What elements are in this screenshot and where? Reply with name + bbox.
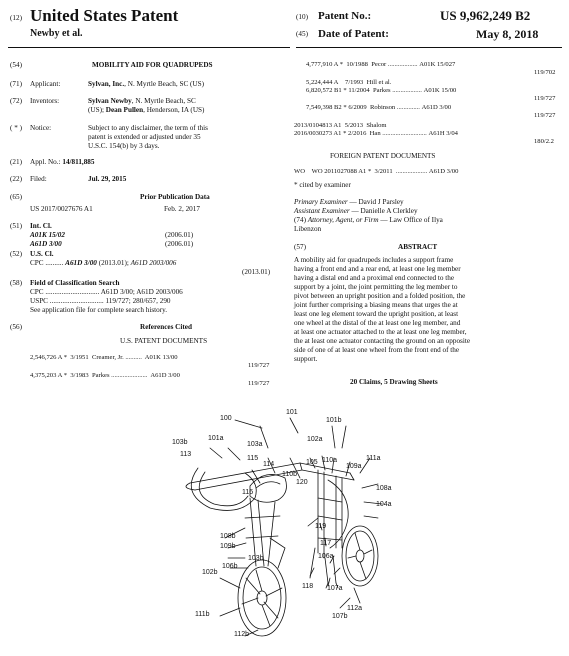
label-101: 101 [286, 409, 298, 416]
right-ref-5: 2013/0104813 A1 5/2013 Shalom [294, 122, 387, 129]
patent-number: US 9,962,249 B2 [440, 8, 531, 23]
primary-examiner: Primary Examiner — David J Parsley [294, 198, 404, 206]
field-code-notice: ( * ) [10, 124, 22, 132]
claims-summary: 20 Claims, 5 Drawing Sheets [350, 378, 438, 386]
refs-heading: References Cited [140, 323, 192, 331]
field-code-51: (51) [10, 222, 22, 230]
us-cl-cpc: CPC .......... A61D 3/00 (2013.01); A61D 2003/006 [30, 259, 177, 267]
label-107a: 107a [327, 585, 343, 592]
notice-label: Notice: [30, 124, 52, 132]
label-118: 118 [302, 583, 314, 590]
label-108a: 108a [376, 485, 392, 492]
kind-code-45: (45) [296, 30, 308, 38]
int-cl-2: A61D 3/00 [30, 240, 62, 248]
right-ref-3: 6,820,572 B1 * 11/2004 Parkes .................. A01K 15/00 [306, 87, 457, 94]
field-search-cpc: CPC .............................. A61D 3/00; A61D 2003/006 [30, 288, 183, 296]
abstract-line: side of one of at least one wheel from the front end of the [294, 346, 460, 354]
field-code-22: (22) [10, 175, 22, 183]
inventors-line-2: (US); Dean Pullen, Henderson, IA (US) [88, 106, 205, 114]
inventors-short: Newby et al. [30, 28, 83, 39]
kind-code-10: (10) [296, 13, 308, 21]
label-104a: 104a [376, 501, 392, 508]
label-110b: 110b [282, 471, 298, 478]
label-101a: 101a [208, 435, 224, 442]
patent-no-label: Patent No.: [318, 10, 372, 22]
abstract-line: having a front end and a rear end, at least one leg member [294, 265, 461, 273]
label-109b: 109b [220, 543, 236, 550]
label-111a: 111a [366, 455, 381, 462]
label-109a: 109a [346, 463, 362, 470]
label-100: 100 [220, 415, 232, 422]
int-cl-2-date: (2006.01) [165, 240, 194, 248]
label-114: 114 [263, 461, 275, 468]
abstract-line: at least one actuator attached to the at least one leg member, [294, 328, 467, 336]
label-110a: 110a [322, 457, 338, 464]
date-label: Date of Patent: [318, 28, 389, 40]
us-cl-cpc-date: (2013.01) [242, 268, 271, 276]
foreign-docs-heading: FOREIGN PATENT DOCUMENTS [330, 152, 436, 160]
right-ref-6: 2016/0030273 A1 * 2/2016 Han ........................... A61H 3/04 [294, 130, 458, 137]
document-title: United States Patent [30, 6, 179, 25]
appl-no: Appl. No.: 14/811,885 [30, 158, 95, 166]
field-code-52: (52) [10, 250, 22, 258]
int-cl-1: A01K 15/02 [30, 231, 65, 239]
field-code-54: (54) [10, 61, 22, 69]
abstract-heading: ABSTRACT [398, 243, 438, 251]
abstract-line: pivot between an upright position and a folded position, the [294, 292, 466, 300]
int-cl-1-date: (2006.01) [165, 231, 194, 239]
label-117: 117 [320, 540, 332, 547]
abstract-line: joint further comprising a biasing means that urges the at [294, 301, 458, 309]
label-111b: 111b [195, 611, 210, 618]
field-code-56: (56) [10, 323, 22, 331]
rear-wheel [238, 560, 286, 636]
abstract-line: least one leg element toward the upright position, at least [294, 310, 459, 318]
prior-pub-number: US 2017/0027676 A1 [30, 205, 93, 213]
abstract-line: the at least one actuator contacting the ground on an opposite [294, 337, 471, 345]
label-106b: 106b [222, 563, 238, 570]
field-code-58: (58) [10, 279, 22, 287]
notice-text: Subject to any disclaimer, the term of this patent is extended or adjusted under 35 U.S.C. 154(b) by 3 days. [88, 124, 208, 150]
right-ref-4-class2: 119/727 [534, 112, 556, 119]
cited-by-examiner: * cited by examiner [294, 181, 351, 189]
assistant-examiner: Assistant Examiner — Danielle A Clerkley [294, 207, 418, 215]
kind-code-12: (12) [10, 14, 22, 22]
label-103a: 103a [247, 441, 263, 448]
right-ref-3-class2: 119/727 [534, 95, 556, 102]
field-code-71: (71) [10, 80, 22, 88]
right-ref-2: 5,224,444 A 7/1993 Hill et al. [306, 79, 392, 86]
inventors-line-1: Sylvan Newby, N. Myrtle Beach, SC [88, 97, 196, 105]
label-101b: 101b [326, 417, 342, 424]
filed-date: Jul. 29, 2015 [88, 175, 127, 183]
attorney: (74) Attorney, Agent, or Firm — Law Office of Ilya [294, 216, 443, 224]
label-102b: 102b [202, 569, 218, 576]
label-119: 119 [315, 523, 327, 530]
label-113: 113 [180, 451, 192, 458]
label-107b: 107b [332, 613, 348, 620]
right-ref-4: 7,549,398 B2 * 6/2009 Robinson .............. A61D 3/00 [306, 104, 452, 111]
header-rule-left [8, 47, 290, 48]
left-ref-2-class2: 119/727 [248, 380, 270, 387]
right-ref-1-class2: 119/702 [534, 69, 556, 76]
label-102a: 102a [307, 436, 323, 443]
label-116: 116 [242, 489, 254, 496]
field-code-57: (57) [294, 243, 306, 251]
left-ref-1: 2,546,726 A * 3/1951 Creamer, Jr. .......... A01K 13/00 [30, 354, 178, 361]
abstract-line: support. [294, 355, 318, 363]
header-rule-right [296, 47, 562, 48]
invention-title: MOBILITY AID FOR QUADRUPEDS [92, 61, 213, 69]
label-112a: 112a [347, 605, 363, 612]
applicant-value: Sylvan, Inc., N. Myrtle Beach, SC (US) [88, 80, 205, 88]
patent-date: May 8, 2018 [476, 27, 539, 41]
abstract-text [294, 256, 562, 364]
label-120: 120 [296, 479, 308, 486]
abstract-line: support by a joint, the joint permitting the leg member to [294, 283, 458, 291]
label-108b: 108b [220, 533, 236, 540]
field-search-note: See application file for complete search history. [30, 306, 168, 314]
field-code-65: (65) [10, 193, 22, 201]
abstract-line: A mobility aid for quadrupeds includes a support frame [294, 256, 454, 264]
field-search-uspc: USPC .............................. 119/727; 280/657, 290 [30, 297, 171, 305]
label-115: 115 [247, 455, 259, 462]
right-ref-1: 4,777,910 A * 10/1988 Pecor .................. A01K 15/027 [306, 61, 456, 68]
label-112b: 112b [234, 631, 250, 638]
field-code-72: (72) [10, 97, 22, 105]
left-ref-2: 4,375,203 A * 3/1983 Parkes ...................... A61D 3/00 [30, 372, 180, 379]
prior-pub-date: Feb. 2, 2017 [164, 205, 200, 213]
left-ref-1-class2: 119/727 [248, 362, 270, 369]
inventors-label: Inventors: [30, 97, 60, 105]
front-wheel [342, 526, 378, 586]
applicant-label: Applicant: [30, 80, 61, 88]
field-search-heading: Field of Classification Search [30, 279, 120, 287]
patent-drawing-figure [150, 398, 420, 653]
right-ref-6-class2: 180/2.2 [534, 138, 554, 145]
filed-label: Filed: [30, 175, 47, 183]
label-105: 105 [306, 459, 318, 466]
us-cl-heading: U.S. Cl. [30, 250, 54, 258]
int-cl-heading: Int. Cl. [30, 222, 52, 230]
abstract-line: one wheel at the distal of the at least one leg member, and [294, 319, 461, 327]
label-103b-lower: 103b [248, 555, 264, 562]
abstract-line: having a distal end and a proximal end connected to the [294, 274, 455, 282]
prior-pub-heading: Prior Publication Data [140, 193, 210, 201]
attorney-line-2: Libenzon [294, 225, 322, 233]
field-code-21: (21) [10, 158, 22, 166]
foreign-ref-1: WO WO 2011027088 A1 * 3/2011 ................... A61D 3/00 [294, 168, 459, 175]
label-103b: 103b [172, 439, 188, 446]
label-106a: 106a [318, 553, 334, 560]
us-patent-docs-heading: U.S. PATENT DOCUMENTS [120, 337, 208, 345]
